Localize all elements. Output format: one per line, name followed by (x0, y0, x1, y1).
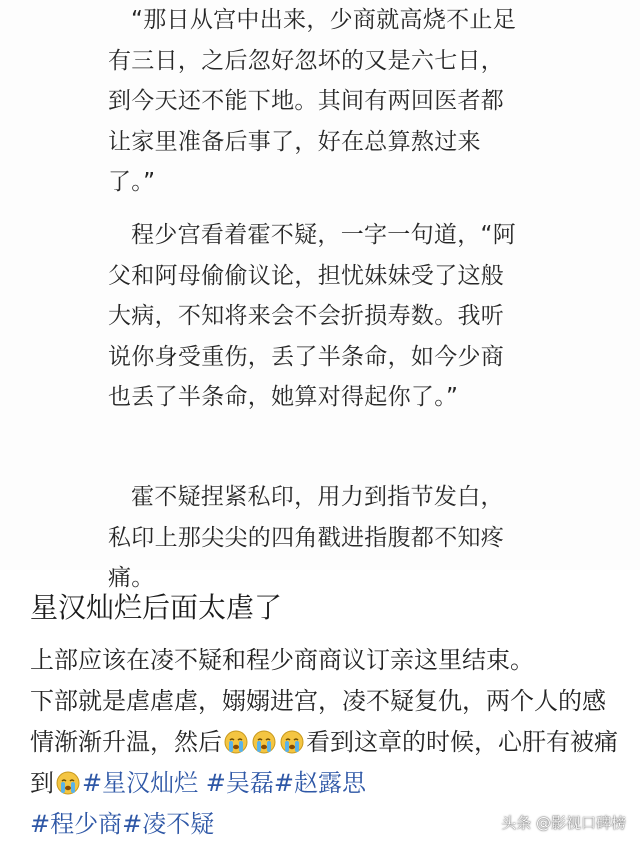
crying-face-icon (279, 728, 305, 754)
hashtag-link[interactable]: #程少商 (30, 810, 123, 838)
hashtag-link[interactable]: #星汉灿烂 (82, 769, 199, 797)
crying-face-icon (55, 769, 81, 795)
post-title: 星汉灿烂后面太虐了 (30, 591, 283, 624)
hashtag-link[interactable]: #赵露思 (273, 769, 366, 797)
hashtag-link[interactable]: #凌不疑 (122, 810, 215, 838)
post-line-1: 上部应该在凌不疑和程少商商议订亲这里结束。 (30, 646, 534, 674)
excerpt-paragraph-2: 程少宫看着霍不疑，一字一句道，“阿父和阿母偷偷议论，担忧妹妹受了这般大病，不知将来会不会折损寿数。我听说你身受重伤，丢了半条命，如今少商也丢了半条命，她算对得起你了。” (108, 222, 517, 410)
crying-face-icon (223, 728, 249, 754)
post-line-2a: 下部就是虐虐虐，嫋嫋进宫，凌不疑复仇，两个人的感情渐渐升温，然后 (30, 687, 606, 756)
crying-face-icon (251, 728, 277, 754)
post-line-2b: 看到这章的时候，心肝有被痛到 (30, 728, 618, 797)
excerpt-paragraph-3: 霍不疑捏紧私印，用力到指节发白，私印上那尖尖的四角戳进指腹都不知疼痛。 (108, 484, 505, 591)
excerpt-paragraph-1: “那日从宫中出来，少商就高烧不止足有三日，之后忽好忽坏的又是六七日，到今天还不能下地。其间有两回医者都让家里准备后事了，好在总算熬过来了。” (108, 7, 517, 195)
hashtag-link[interactable]: #吴磊 (205, 769, 274, 797)
source-watermark: 头条 @影视口碑榜 (501, 814, 626, 832)
